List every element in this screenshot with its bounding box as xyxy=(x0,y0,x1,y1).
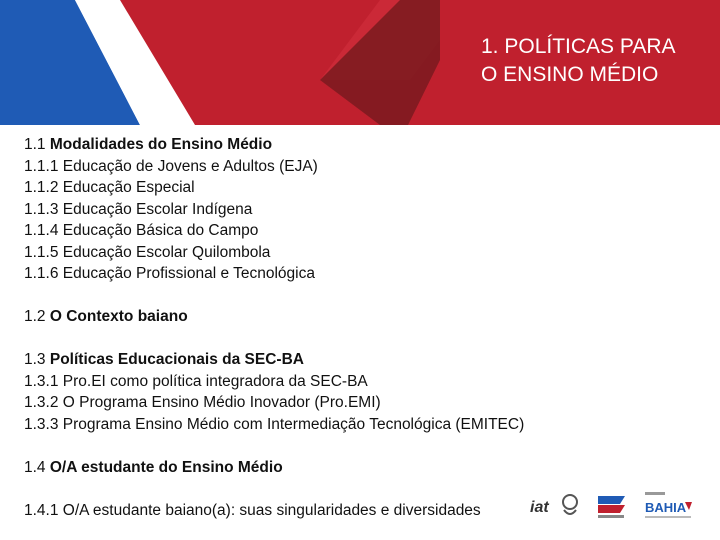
list-item: 1.1.3 Educação Escolar Indígena xyxy=(24,200,253,218)
slide-title-line2: O ENSINO MÉDIO xyxy=(481,63,659,86)
svg-text:iat: iat xyxy=(530,499,549,516)
svg-text:BAHIA: BAHIA xyxy=(645,500,687,515)
list-item: 1.1.1 Educação de Jovens e Adultos (EJA) xyxy=(24,157,318,175)
outline-list xyxy=(24,134,664,521)
iat-logo-icon xyxy=(530,495,577,516)
section-title: Modalidades do Ensino Médio xyxy=(49,136,273,153)
list-item: 1.3.3 Programa Ensino Médio com Intermediação Tecnológica (EMITEC) xyxy=(24,415,525,433)
section-number: 1.3 xyxy=(24,351,46,368)
section-title: Políticas Educacionais da SEC-BA xyxy=(49,351,304,368)
list-item: 1.4.1 O/A estudante baiano(a): suas singularidades e diversidades xyxy=(24,501,481,519)
section-title: O Contexto baiano xyxy=(49,308,188,325)
list-item: 1.3.1 Pro.EI como política integradora da SEC-BA xyxy=(24,372,368,390)
bahia-government-logo-icon xyxy=(645,492,692,518)
list-item: 1.1.5 Educação Escolar Quilombola xyxy=(24,243,271,261)
section-number: 1.1 xyxy=(24,136,46,153)
list-item: 1.3.2 O Programa Ensino Médio Inovador (Pro.EMI) xyxy=(24,394,381,411)
section-heading xyxy=(24,457,664,479)
slide-title-line1: 1. POLÍTICAS PARA xyxy=(481,35,676,58)
section-number: 1.2 xyxy=(24,308,46,325)
partner-logos xyxy=(520,488,720,528)
section-heading xyxy=(24,349,664,371)
section-heading xyxy=(24,134,664,156)
education-program-logo-icon xyxy=(598,496,625,518)
section-heading xyxy=(24,306,664,328)
list-item: 1.1.2 Educação Especial xyxy=(24,179,195,196)
section-number: 1.4 xyxy=(24,458,46,476)
section-title: O/A estudante do Ensino Médio xyxy=(49,458,283,476)
slide-title xyxy=(481,33,716,89)
list-item: 1.1.6 Educação Profissional e Tecnológica xyxy=(24,265,315,282)
list-item: 1.1.4 Educação Básica do Campo xyxy=(24,222,259,239)
